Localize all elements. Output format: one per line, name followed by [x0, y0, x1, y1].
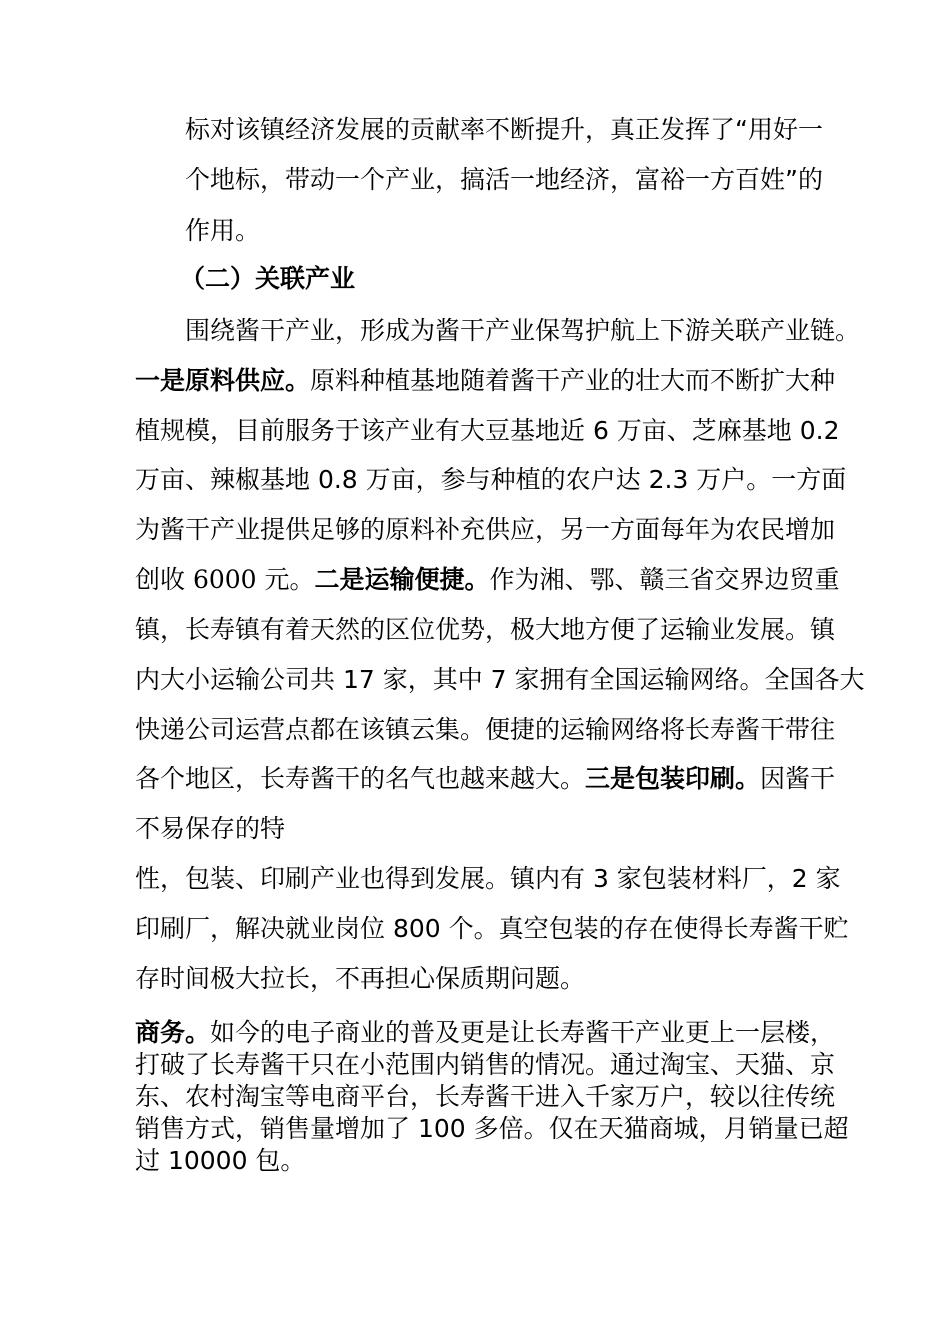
intro-line-2: 个地标，带动一个产业，搞活一地经济，富裕一方百姓”的 [185, 165, 823, 194]
commerce-line-4: 销售方式，销售量增加了 100 多倍。仅在天猫商城，月销量已超 [135, 1114, 849, 1143]
body-line-11: 不易保存的特 [135, 814, 286, 843]
commerce-line-1 [135, 1020, 835, 1045]
body-line-5 [135, 517, 835, 542]
body-line-10 [135, 766, 835, 791]
section-heading: （二）关联产业 [180, 264, 356, 293]
transport-heading: 二是运输便捷。 [314, 565, 490, 594]
raw-material-heading: 一是原料供应。 [135, 366, 311, 395]
body-line-8: 内大小运输公司共 17 家，其中 7 家拥有全国运输网络。全国各大 [135, 665, 865, 694]
intro-line-1: 标对该镇经济发展的贡献率不断提升，真正发挥了“用好一 [185, 115, 823, 144]
body-line-10-b: 因酱干 [760, 764, 836, 793]
body-line-5-a: 为酱干产业提供足够的原料补充供应，另一方面 [135, 515, 661, 544]
body-line-6 [135, 567, 840, 592]
body-line-1: 围绕酱干产业，形成为酱干产业保驾护航上下游关联产业链。 [185, 316, 861, 345]
body-line-6-a: 创收 6000 元。 [135, 565, 315, 594]
body-line-9: 快递公司运营点都在该镇云集。便捷的运输网络将长寿酱干带往 [135, 715, 836, 744]
intro-line-3: 作用。 [185, 216, 261, 245]
body-line-6-b: 作为湘、鄂、赣三省交界边贸重 [489, 565, 840, 594]
commerce-heading: 商务。 [135, 1018, 211, 1047]
body-line-2 [135, 368, 835, 393]
body-line-4: 万亩、辣椒基地 0.8 万亩，参与种植的农户达 2.3 万户。一方面 [135, 465, 847, 494]
body-line-3: 植规模，目前服务于该产业有大豆基地近 6 万亩、芝麻基地 0.2 [135, 416, 840, 445]
body-line-12: 性，包装、印刷产业也得到发展。镇内有 3 家包装材料厂，2 家 [135, 864, 841, 893]
body-line-5-b: 每年为农民增加 [660, 515, 836, 544]
commerce-line-1-text: 如今的电子商业的普及更是让长寿酱干产业更上一层楼， [210, 1018, 836, 1047]
commerce-line-2: 打破了长寿酱干只在小范围内销售的情况。通过淘宝、天猫、京 [135, 1050, 836, 1079]
packaging-heading: 三是包装印刷。 [585, 764, 761, 793]
body-line-10-a: 各个地区，长寿酱干的名气也越来越大。 [135, 764, 586, 793]
commerce-line-3: 东、农村淘宝等电商平台，长寿酱干进入千家万户，较以往传统 [135, 1082, 836, 1111]
body-line-13: 印刷厂，解决就业岗位 800 个。真空包装的存在使得长寿酱干贮 [135, 914, 849, 943]
body-line-7: 镇，长寿镇有着天然的区位优势，极大地方便了运输业发展。镇 [135, 615, 836, 644]
body-line-2-text: 原料种植基地随着酱干产业的壮大而不断扩大种 [310, 366, 836, 395]
body-line-14: 存时间极大拉长，不再担心保质期问题。 [135, 964, 586, 993]
commerce-line-5: 过 10000 包。 [135, 1146, 306, 1175]
